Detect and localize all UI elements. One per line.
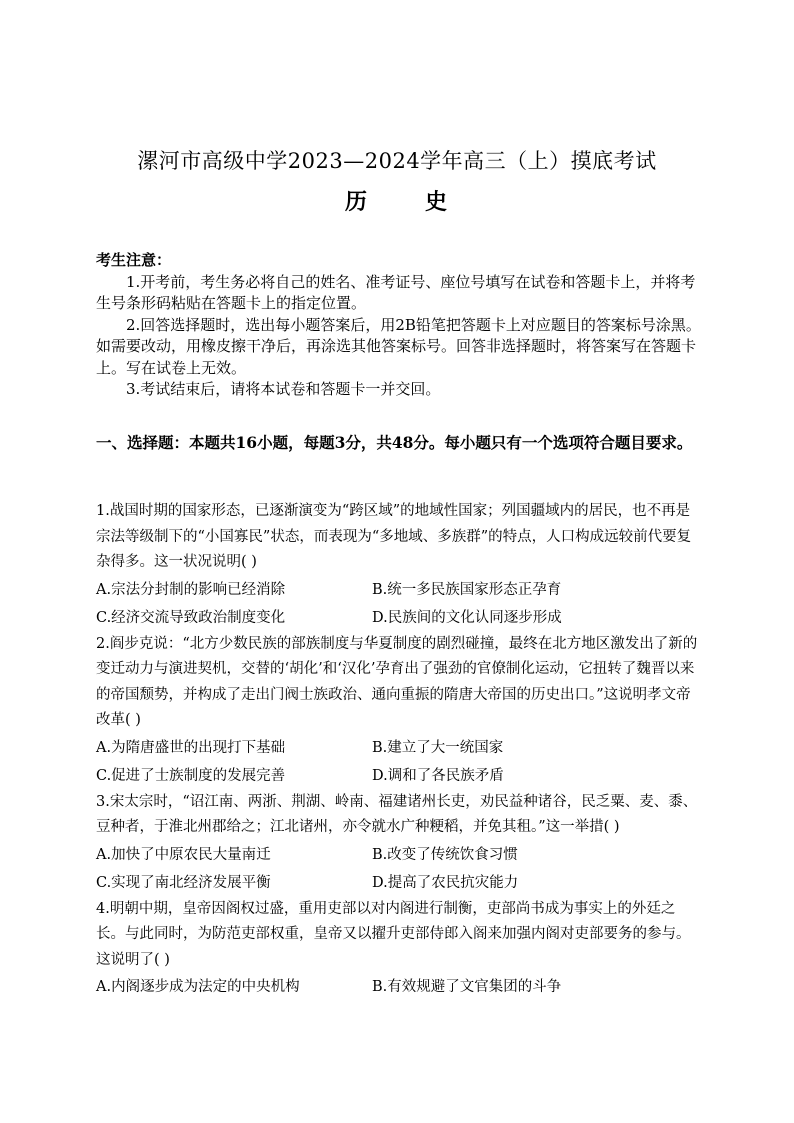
option-b: B.统一多民族国家形态正孕育	[372, 581, 562, 598]
option-c: C.促进了士族制度的发展完善	[96, 767, 286, 784]
option-list	[96, 734, 704, 790]
option-a: A.内阁逐步成为法定的中央机构	[96, 979, 300, 995]
question-list	[96, 499, 704, 1001]
option-b: B.有效规避了文官集团的斗争	[372, 979, 562, 995]
subject-char-1: 历	[344, 189, 369, 215]
option-c: C.实现了南北经济发展平衡	[96, 874, 271, 891]
option-a: A.加快了中原农民大量南迁	[96, 846, 271, 863]
option-list	[96, 576, 704, 632]
question-4	[96, 897, 704, 1002]
notice-item: 3.考试结束后，请将本试卷和答题卡一并交回。	[126, 380, 441, 398]
exam-title: 漯河市高级中学2023—2024学年高三（上）摸底考试	[137, 149, 657, 173]
option-b: B.建立了大一统国家	[372, 739, 504, 756]
question-stem: 2.阎步克说：“北方少数民族的部族制度与华夏制度的剧烈碰撞，最终在北方地区激发出了新的变迁动力与演进契机，交替的‘胡化’和‘汉化’孕育出了强劲的官僚制化运动，它扭转了魏晋以来的帝国颓势，并构成了走出门阀士族政治、通向重振的隋唐大帝国的历史出口。”这说明孝文帝改革( )	[96, 635, 698, 728]
subject-char-2: 史	[425, 189, 450, 215]
notice-item: 2.回答选择题时，选出每小题答案后，用2B铅笔把答题卡上对应题目的答案标号涂黑。如需要改动，用橡皮擦干净后，再涂选其他答案标号。回答非选择题时，将答案写在答题卡上。写在试卷上无效。	[96, 315, 701, 377]
option-list	[96, 973, 704, 1001]
question-stem: 1.战国时期的国家形态，已逐渐演变为“跨区域”的地域性国家；列国疆域内的居民，也不再是宗法等级制下的“小国寡民”状态，而表现为“多地域、多族群”的特点，人口构成远较前代要复杂得多。这一状况说明( )	[96, 503, 692, 570]
question-stem: 4.明朝中期，皇帝因阁权过盛，重用吏部以对内阁进行制衡，吏部尚书成为事实上的外廷之长。与此同时，为防范吏部权重，皇帝又以擢升吏部侍郎入阁来加强内阁对吏部要务的参与。这说明了( )	[96, 900, 691, 968]
section-heading-text: 一、选择题：本题共16小题，每题3分，共48分。每小题只有一个选项符合题目要求。	[96, 433, 693, 452]
notice-heading: 考生注意：	[96, 251, 172, 269]
question-1	[96, 499, 704, 632]
question-2	[96, 632, 704, 790]
exam-notice	[96, 250, 704, 401]
option-d: D.民族间的文化认同逐步形成	[372, 609, 562, 626]
notice-item: 1.开考前，考生务必将自己的姓名、准考证号、座位号填写在试卷和答题卡上，并将考生号条形码粘贴在答题卡上的指定位置。	[96, 272, 696, 312]
section-heading	[96, 425, 704, 460]
option-a: A.为隋唐盛世的出现打下基础	[96, 739, 286, 756]
question-stem: 3.宋太宗时，“诏江南、两浙、荆湖、岭南、福建诸州长吏，劝民益种诸谷，民乏粟、麦、黍、豆种者，于淮北州郡给之；江北诸州，亦令就水广种粳稻，并免其租。”这一举措( )	[96, 793, 698, 835]
question-3	[96, 790, 704, 897]
option-d: D.提高了农民抗灾能力	[372, 874, 519, 891]
option-d: D.调和了各民族矛盾	[372, 767, 504, 784]
option-c: C.经济交流导致政治制度变化	[96, 609, 286, 626]
subject-title	[0, 185, 794, 216]
option-b: B.改变了传统饮食习惯	[372, 846, 518, 863]
option-list	[96, 841, 704, 897]
option-a: A.宗法分封制的影响已经消除	[96, 581, 286, 598]
